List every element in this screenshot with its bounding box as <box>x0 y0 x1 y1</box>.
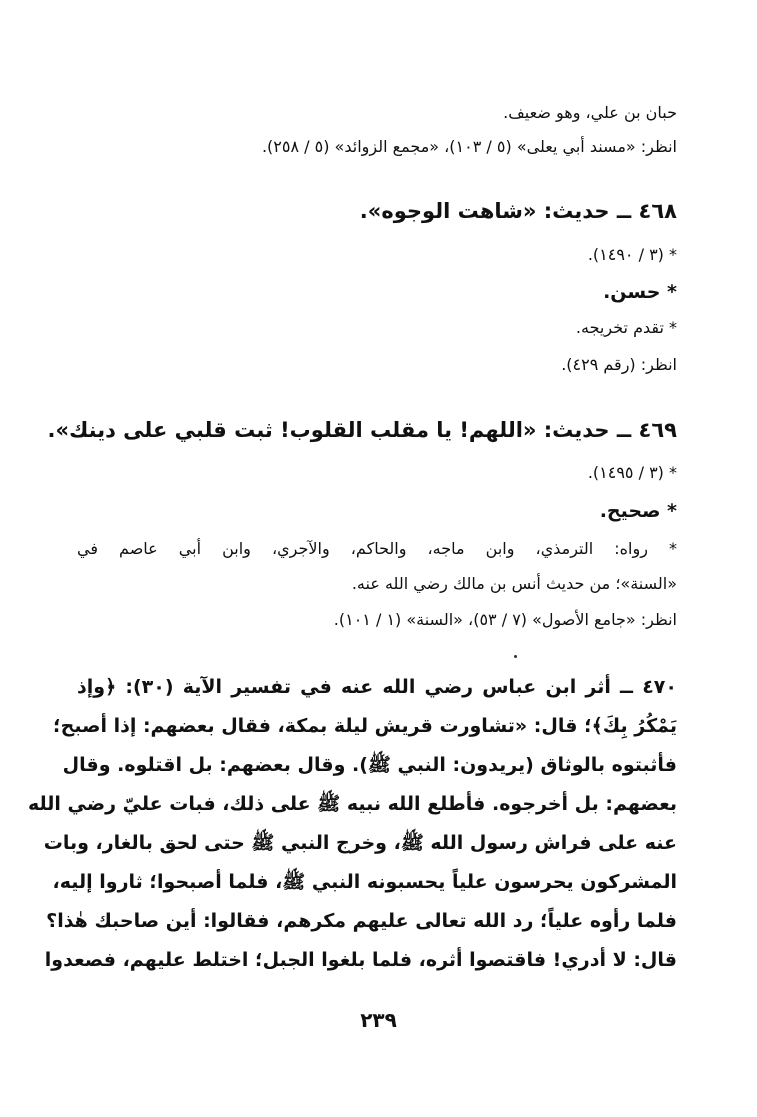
entry-470-line-7: فلما رأوه علياً؛ رد الله تعالى عليهم مكرهم، فقالوا: أين صاحبك هٰذا؟ <box>46 910 677 932</box>
entry-468-grade: * حسن. <box>603 281 677 303</box>
entry-470-line-1: ٤٧٠ ــ أثر ابن عباس رضي الله عنه في تفسير الآية (٣٠): ﴿وإذ <box>77 676 677 698</box>
entry-470-line-6: المشركون يحرسون علياً يحسبونه النبي ﷺ، فلما أصبحوا؛ ثاروا إليه، <box>52 871 677 893</box>
entry-468-heading: ٤٦٨ ــ حديث: «شاهت الوجوه». <box>359 199 677 223</box>
entry-470-line-3: فأثبتوه بالوثاق (يريدون: النبي ﷺ). وقال بعضهم: بل اقتلوه. وقال <box>62 754 677 776</box>
top-line-1: حبان بن علي، وهو ضعيف. <box>503 103 677 122</box>
page-mark-dot <box>514 655 517 658</box>
entry-470-line-4: بعضهم: بل أخرجوه. فأطلع الله نبيه ﷺ على ذلك، فبات عليّ رضي الله <box>28 793 677 815</box>
entry-469-narration-1: * رواه: الترمذي، وابن ماجه، والحاكم، والآجري، وابن أبي عاصم في <box>77 539 677 558</box>
entry-469-grade: * صحيح. <box>599 500 677 522</box>
entry-470-line-8: قال: لا أدري! فاقتصوا أثره، فلما بلغوا الجبل؛ اختلط عليهم، فصعدوا <box>44 949 677 971</box>
top-line-2: انظر: «مسند أبي يعلى» (٥ / ١٠٣)، «مجمع الزوائد» (٥ / ٢٥٨). <box>261 137 677 156</box>
page-number: ٢٣٩ <box>360 1008 397 1032</box>
entry-469-ref: * (٣ / ١٤٩٥). <box>587 463 677 482</box>
entry-468-ref: * (٣ / ١٤٩٠). <box>587 245 677 264</box>
entry-470-line-2: يَمْكُرُ بِكَ﴾؛ قال: «تشاورت قريش ليلة بمكة، فقال بعضهم: إذا أصبح؛ <box>53 715 677 737</box>
entry-468-note: * تقدم تخريجه. <box>575 318 677 337</box>
entry-469-heading: ٤٦٩ ــ حديث: «اللهم! يا مقلب القلوب! ثبت قلبي على دينك». <box>47 418 677 442</box>
entry-468-see: انظر: (رقم ٤٢٩). <box>561 355 677 374</box>
entry-470-line-5: عنه على فراش رسول الله ﷺ، وخرج النبي ﷺ حتى لحق بالغار، وبات <box>43 832 677 854</box>
entry-469-narration-2: «السنة»؛ من حديث أنس بن مالك رضي الله عنه. <box>351 574 677 593</box>
entry-469-see: انظر: «جامع الأصول» (٧ / ٥٣)، «السنة» (١ / ١٠١). <box>333 610 677 629</box>
